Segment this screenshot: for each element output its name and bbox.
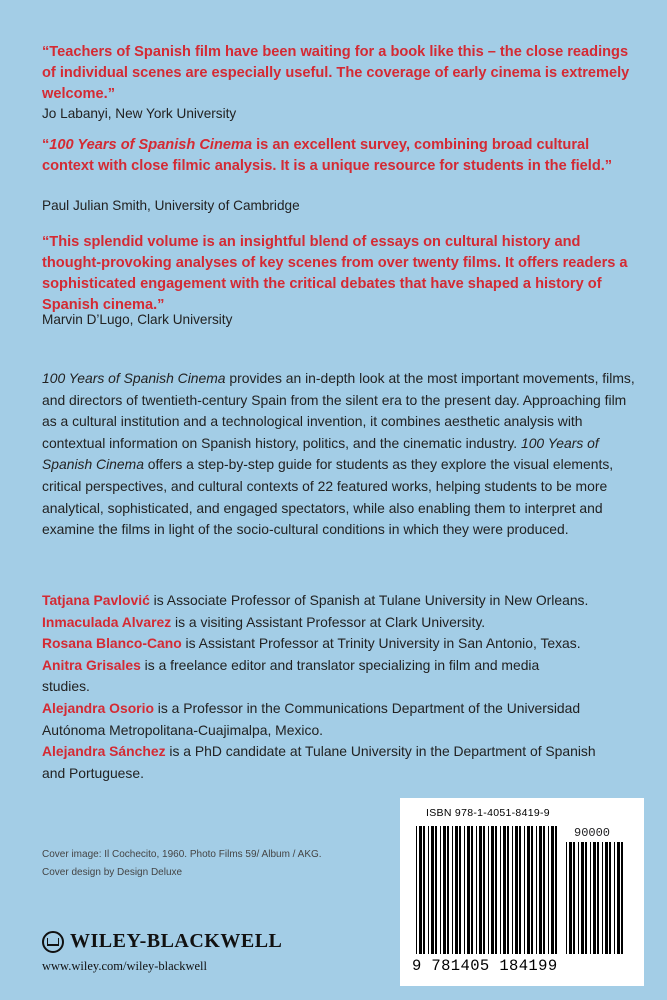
barcode-bar xyxy=(573,842,575,954)
barcode-bar xyxy=(536,826,537,954)
barcode-bar xyxy=(459,826,461,954)
book-title: 100 Years of Spanish Cinema xyxy=(49,137,253,153)
barcode-bar xyxy=(423,826,425,954)
barcode-bar xyxy=(483,826,485,954)
barcode-bar xyxy=(500,826,501,954)
barcode-bar xyxy=(479,826,482,954)
barcode-bar xyxy=(585,842,587,954)
author-bio-text: is a PhD candidate at Tulane University in the Department of Spanish and Portuguese. xyxy=(42,743,596,781)
barcode-bar xyxy=(515,826,518,954)
review-quote-1 xyxy=(42,42,632,105)
author-bio xyxy=(42,633,642,655)
author-bio-text: is a visiting Assistant Professor at Clark University. xyxy=(171,613,486,630)
barcode-bar xyxy=(527,826,530,954)
author-bio xyxy=(42,655,562,698)
author-name: Alejandra Sánchez xyxy=(42,743,166,760)
barcode-bar xyxy=(539,826,542,954)
barcode-bar xyxy=(443,826,446,954)
barcode-bar xyxy=(605,842,608,954)
barcode-icon xyxy=(414,826,562,954)
publisher-logo xyxy=(42,930,282,974)
publisher-wordmark xyxy=(42,930,282,953)
barcode-bar xyxy=(519,826,521,954)
book-title: 100 Years of Spanish Cinema xyxy=(42,434,599,473)
author-name: Inmaculada Alvarez xyxy=(42,613,172,630)
barcode-bar xyxy=(569,842,572,954)
review-quote-3 xyxy=(42,232,632,316)
barcode-digits: 9 781405 184199 xyxy=(412,957,558,975)
quote-attribution-2: Paul Julian Smith, University of Cambridge xyxy=(42,198,300,213)
barcode-bar xyxy=(464,826,465,954)
barcode-bar xyxy=(543,826,545,954)
cover-design-credit: Cover design by Design Deluxe xyxy=(42,866,183,878)
barcode-bar xyxy=(467,826,470,954)
publisher-url: www.wiley.com/wiley-blackwell xyxy=(42,959,207,973)
author-bio xyxy=(42,612,642,634)
barcode-bar xyxy=(428,826,429,954)
isbn-label: ISBN 978-1-4051-8419-9 xyxy=(426,807,550,819)
cover-credits xyxy=(42,846,322,881)
description-text: offers a step-by-step guide for students as they explore the visual elements, critical perspectives, and cultural contexts of 22 featured works, helping students to be more analytical, sophisticated, and engaged spectators, while also enabling them to interpret and examine the films in light of the socio-cultural conditions in which they were produced. xyxy=(42,456,614,538)
book-description xyxy=(42,368,638,541)
barcode-bar xyxy=(621,842,623,954)
barcode-bar xyxy=(593,842,596,954)
barcode-bar xyxy=(551,826,554,954)
publisher-name: WILEY-BLACKWELL xyxy=(70,930,283,952)
barcode-bar xyxy=(491,826,494,954)
barcode-bar xyxy=(548,826,549,954)
barcode-bar xyxy=(590,842,591,954)
review-quote-2 xyxy=(42,135,632,177)
author-name: Anitra Grisales xyxy=(42,656,141,673)
barcode-bar xyxy=(419,826,422,954)
quote-text: “Teachers of Spanish film have been waiting for a book like this – the close readings of individual scenes are especially useful. The coverage of early cinema is extremely welcome.” xyxy=(42,44,630,102)
author-bio xyxy=(42,741,622,784)
barcode-bar xyxy=(471,826,473,954)
author-name: Tatjana Pavlović xyxy=(42,592,150,608)
author-bio-text: is Assistant Professor at Trinity University in San Antonio, Texas. xyxy=(181,635,581,652)
barcode-addon-number: 90000 xyxy=(574,826,611,840)
barcode-bar xyxy=(476,826,477,954)
cover-image-credit: Cover image: Il Cochecito, 1960. Photo Films 59/ Album / AKG. xyxy=(42,849,322,860)
barcode-bar xyxy=(578,842,579,954)
barcode-bar xyxy=(416,826,417,954)
barcode-bar xyxy=(555,826,557,954)
author-bio xyxy=(42,698,642,741)
quote-text: “This splendid volume is an insightful blend of essays on cultural history and thought-provoking analyses of key scenes from over twenty films. It offers readers a sophisticated engagement with the critical debates that have shaped a history of Spanish cinema.” xyxy=(42,234,628,313)
barcode-bar xyxy=(602,842,603,954)
author-bio-text: is a Professor in the Communications Department of the Universidad Autónoma Metropolitana-Cuajimalpa, Mexico. xyxy=(42,699,581,738)
barcode-bar xyxy=(524,826,525,954)
barcode-bar xyxy=(488,826,489,954)
wiley-logo-icon xyxy=(42,931,64,953)
barcode-bar xyxy=(614,842,615,954)
barcode-bar xyxy=(507,826,509,954)
book-title: 100 Years of Spanish Cinema xyxy=(42,370,226,386)
author-bio-text: is a freelance editor and translator specializing in film and media studies. xyxy=(42,656,540,695)
author-bio xyxy=(42,590,642,612)
quote-open-mark: “ xyxy=(42,137,50,153)
barcode-bar xyxy=(597,842,599,954)
quote-text: is an excellent survey, combining broad cultural context with close filmic analysis. It is a unique resource for students in the field.” xyxy=(42,137,613,174)
barcode-bar xyxy=(617,842,620,954)
barcode-bar xyxy=(503,826,506,954)
author-bios xyxy=(42,590,642,784)
barcode-bar xyxy=(435,826,437,954)
barcode-bar xyxy=(495,826,497,954)
author-bio-text: is Associate Professor of Spanish at Tulane University in New Orleans. xyxy=(149,592,589,608)
description-text: provides an in-depth look at the most important movements, films, and directors of twentieth-century Spain from the silent era to the present day. Approaching film as a cultural institution and a technological invention, it combines aesthetic analysis with contextual information on Spanish history, politics, and the cinematic industry. xyxy=(42,370,635,451)
barcode-bar xyxy=(566,842,567,954)
barcode-bar xyxy=(531,826,533,954)
barcode-bar xyxy=(455,826,458,954)
author-name: Rosana Blanco-Cano xyxy=(42,635,182,652)
barcode-addon-icon xyxy=(564,842,626,954)
barcode-bar xyxy=(440,826,441,954)
barcode-bar xyxy=(452,826,453,954)
barcode-bar xyxy=(512,826,513,954)
quote-attribution-3: Marvin D’Lugo, Clark University xyxy=(42,312,233,327)
barcode-bar xyxy=(581,842,584,954)
barcode-bar xyxy=(447,826,449,954)
author-name: Alejandra Osorio xyxy=(42,699,154,716)
barcode-panel xyxy=(400,798,644,986)
barcode-bar xyxy=(609,842,611,954)
barcode-bar xyxy=(431,826,434,954)
quote-attribution-1: Jo Labanyi, New York University xyxy=(42,106,237,121)
